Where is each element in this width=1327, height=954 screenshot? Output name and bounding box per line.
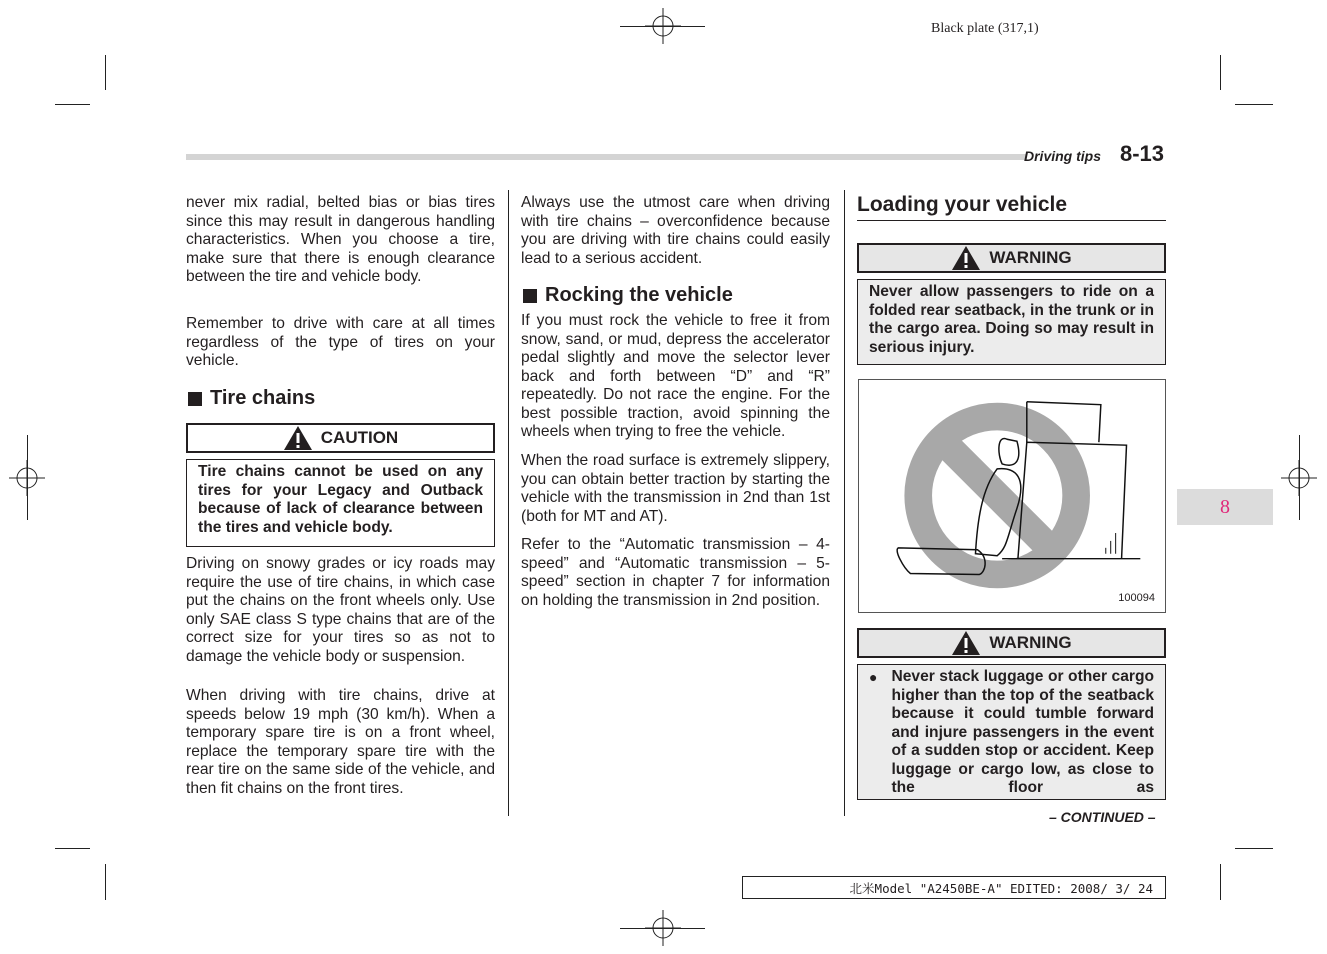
plate-label: Black plate (317,1) xyxy=(931,21,1039,36)
no-passenger-seatback-illustration xyxy=(859,380,1165,612)
header-bar xyxy=(186,154,1026,160)
figure-id: 100094 xyxy=(1118,592,1155,604)
warning-label: WARNING xyxy=(989,633,1072,652)
crop-mark xyxy=(1220,55,1221,90)
crop-mark xyxy=(620,26,705,27)
crop-mark xyxy=(55,848,90,849)
bullet-square-icon xyxy=(523,289,537,303)
heading-text: Rocking the vehicle xyxy=(545,284,733,306)
paragraph: If you must rock the vehicle to free it from snow, sand, or mud, depress the accelerator pedal slightly and move the selector lever back and forth between “D” and “R” repeatedly. Do not race the engine. For the best possible traction, avoid spinning the wheels when trying to free the vehicle. xyxy=(521,312,830,440)
column-divider xyxy=(508,190,509,816)
crop-mark xyxy=(27,435,28,520)
warning-text: Never allow passengers to ride on a folded rear seatback, in the trunk or in the cargo area. Doing so may result in serious injury. xyxy=(869,283,1154,356)
paragraph: Remember to drive with care at all times regardless of the type of tires on your vehicle. xyxy=(186,315,495,369)
caution-header xyxy=(186,423,495,453)
crop-mark xyxy=(620,928,705,929)
warning-header xyxy=(857,243,1166,273)
paragraph: When driving with tire chains, drive at speeds below 19 mph (30 km/h). When a temporary spare tire is on a front wheel, replace the temporary spare tire with the rear tire on the same side of the vehicle, and then fit chains on the front tires. xyxy=(186,687,495,797)
rocking-heading xyxy=(523,284,733,307)
warning-triangle-icon xyxy=(951,245,981,271)
warning-box xyxy=(857,279,1166,365)
caution-box xyxy=(186,459,495,547)
crop-mark xyxy=(1235,848,1273,849)
caution-text: Tire chains cannot be used on any tires for your Legacy and Outback because of lack of clearance between the tires and vehicle body. xyxy=(198,463,483,536)
crop-mark xyxy=(105,864,106,900)
heading-text: Tire chains xyxy=(210,387,316,409)
warning-label: WARNING xyxy=(989,248,1072,267)
bullet-square-icon xyxy=(188,392,202,406)
warning-text: Never stack luggage or other cargo higher than the top of the seatback because it could tumble forward and injure passengers in the event of a sudden stop or accident. Keep luggage or cargo low, as close to the floor as xyxy=(891,668,1154,796)
loading-heading: Loading your vehicle xyxy=(857,193,1166,221)
chapter-tab[interactable]: 8 xyxy=(1177,489,1273,525)
section-title: Driving tips xyxy=(1024,148,1102,164)
continued-label: – CONTINUED – xyxy=(1049,809,1156,825)
edit-footer: 北米Model "A2450BE-A" EDITED: 2008/ 3/ 24 xyxy=(742,876,1166,899)
crop-mark xyxy=(105,55,106,90)
warning-box xyxy=(857,664,1166,800)
bullet-dot-icon: ● xyxy=(869,669,878,685)
warning-triangle-icon xyxy=(283,425,313,451)
paragraph: never mix radial, belted bias or bias tires since this may result in dangerous handling characteristics. When you choose a tire, make sure that there is enough clearance between the tire and vehicle body. xyxy=(186,194,495,285)
paragraph: Refer to the “Automatic transmission – 4-speed” and “Automatic transmission – 5-speed” section in chapter 7 for information on holding the transmission in 2nd position. xyxy=(521,536,830,609)
paragraph: When the road surface is extremely slippery, you can obtain better traction by starting the vehicle with the transmission in 2nd than 1st (both for MT and AT). xyxy=(521,452,830,525)
crop-mark xyxy=(1220,864,1221,900)
paragraph: Driving on snowy grades or icy roads may require the use of tire chains, in which case put the chains on the front wheels only. Use only SAE class S type chains that are of the correct size for your tires so as not to damage the vehicle body or suspension. xyxy=(186,555,495,665)
crop-mark xyxy=(1299,435,1300,520)
page-number: 8-13 xyxy=(1120,141,1165,166)
caution-label: CAUTION xyxy=(320,428,399,447)
tire-chains-heading xyxy=(188,387,315,410)
crop-mark xyxy=(1235,104,1273,105)
warning-triangle-icon xyxy=(951,630,981,656)
warning-header xyxy=(857,628,1166,658)
paragraph: Always use the utmost care when driving with tire chains – overconfidence because you are driving with tire chains could easily lead to a serious accident. xyxy=(521,194,830,267)
loading-illustration xyxy=(858,379,1166,613)
crop-mark xyxy=(55,104,90,105)
column-divider xyxy=(844,190,845,816)
